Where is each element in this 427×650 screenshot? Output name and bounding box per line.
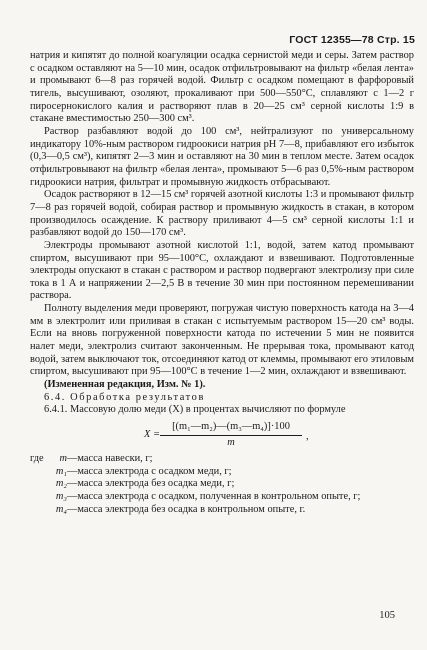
paragraph-dissolution: Осадок растворяют в 12—15 см³ горячей азотной кислоты 1:3 и промывают фильтр 7—8 раз горячей водой, собирая раствор и промывную жидкость в стакан, в котором производилось осаждение. К раствору приливают 4—5 см³ серной кислоты 1:1 и разбавляют водой до 150—170 см³.: [30, 189, 414, 239]
definition-text: —масса электрода с осадком меди, г;: [67, 465, 232, 477]
paragraph-neutralization: Раствор разбавляют водой до 100 см³, нейтрализуют по универсальному индикатору 10%-ным раствором гидроокиси натрия pH 7—8, прибавляют его избыток (0,3—0,5 см³), кипятят 2—3 мин и оставляют на 30 мин в теплом месте. Затем осадок отфильтровывают на фильтр «белая лента», промывают 5—6 раз 0,5%-ным раствором гидроокиси натрия, фильтрат и промывную жидкость отбрасывают.: [30, 125, 414, 188]
paragraph-electrodes: Электроды промывают азотной кислотой 1:1, водой, затем катод промывают спиртом, высушивают при 95—100°С, охлаждают и взвешивают. Подготовленные электроды опускают в стакан с раствором и раствор подвергают электролизу при силе тока в 1 А и напряжении 2—2,5 В в течение 30 мин при постоянном перемешивании раствора.: [30, 239, 414, 302]
definition-row: [30, 504, 414, 517]
formula-comma: ,: [306, 431, 309, 443]
copper-formula: [30, 421, 414, 449]
definition-symbol: m₁: [55, 465, 67, 477]
definition-row: [30, 466, 414, 479]
definition-symbol: m₃: [55, 491, 67, 502]
definition-symbol: m: [59, 453, 67, 465]
definition-row: [30, 478, 414, 491]
definition-text: —масса электрода без осадка меди, г;: [67, 478, 235, 490]
paragraph-continuation: натрия и кипятят до полной коагуляции осадка сернистой меди и серы. Затем раствор с осадком оставляют на 5—10 мин, осадок отфильтровывают на фильтр «белая лента» и промывают 6—8 раз горячей водой. Фильтр с осадком помещают в фарфоровый тигель, высушивают, озоляют, прокаливают при 500—550°С, сплавляют с 1—2 г пиросернокислого калия и растворяют плав в 20—25 см³ серной кислоты 1:9 в стакане вместимостью 250—300 см³.: [30, 50, 414, 125]
definition-text: —масса электрода без осадка в контрольном опыте, г.: [67, 503, 306, 515]
formula-fraction: [160, 421, 302, 449]
definition-text: —масса навески, г;: [67, 453, 153, 465]
definitions-lead: где: [30, 453, 44, 465]
amendment-note: (Измененная редакция, Изм. № 1).: [44, 379, 206, 391]
definition-symbol: m₂: [55, 478, 67, 490]
standard-header: ГОСТ 12355—78 Стр. 15: [289, 34, 415, 46]
paragraph-completeness: Полноту выделения меди проверяют, погружая чистую поверхность катода на 3—4 мм в электролит или приливая в стакан с испытуемым раствором 15—20 см³ воды. Если на вновь погруженной поверхности катода по истечении 5 мин не появится налет меди, электролиз считают законченным. Не прерывая тока, промывают катод водой, затем выключают ток, отсоединяют катод от клеммы, промывают его этиловым спиртом, высушивают при 95—100°С в течение 1—2 мин, охлаждают и взвешивают.: [30, 303, 414, 378]
definition-text: —масса электрода с осадком, полученная в контрольном опыте, г;: [67, 491, 361, 502]
section-heading: 6.4. Обработка результатов: [44, 391, 205, 403]
definition-row: [30, 491, 414, 504]
symbol-definitions: [30, 453, 414, 516]
definition-row: [30, 453, 414, 466]
page-number: 105: [379, 610, 395, 621]
formula-numerator: [(m₁—m₂)—(m₃—m₄)]·100: [160, 421, 302, 436]
formula-lhs: X =: [144, 429, 160, 441]
page-header: [289, 34, 415, 46]
subsection-text: 6.4.1. Массовую долю меди (X) в процентах вычисляют по формуле: [44, 404, 346, 416]
definition-symbol: m₄: [55, 503, 67, 515]
document-body: [30, 50, 414, 516]
formula-denominator: m: [227, 436, 235, 448]
